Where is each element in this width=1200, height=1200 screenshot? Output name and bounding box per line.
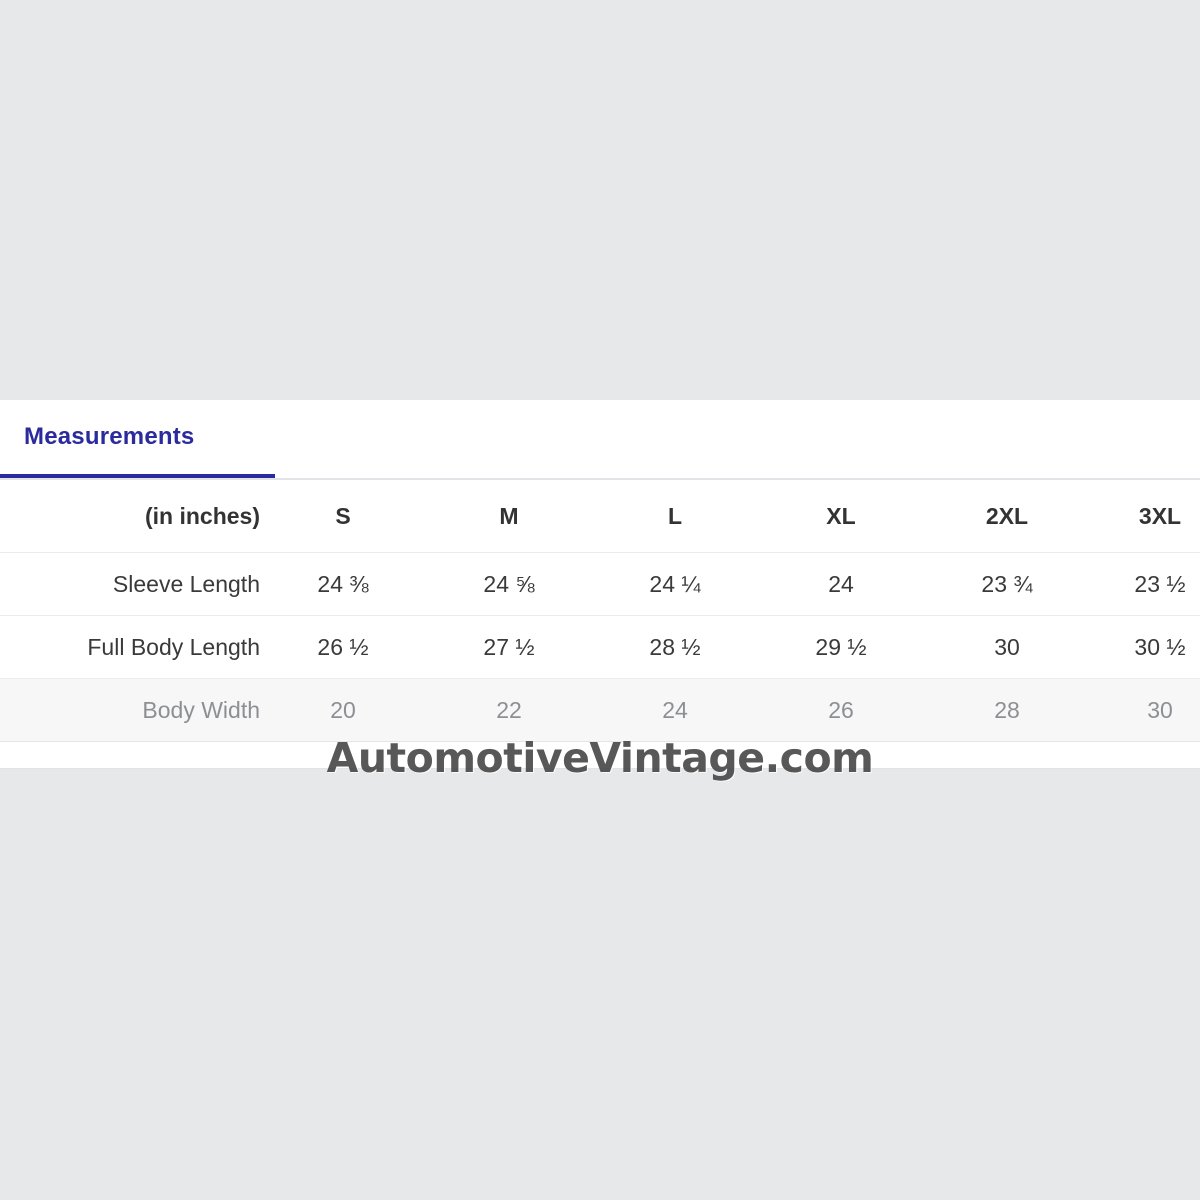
- cell-body-width-s: 20: [330, 696, 356, 723]
- cell-body-width-m: 22: [496, 696, 522, 723]
- cell-full-body-length-l: 28 ½: [649, 633, 701, 660]
- row-label-body-width: Body Width: [142, 696, 260, 723]
- table-row: [0, 616, 1200, 679]
- measurements-panel: [0, 400, 1200, 769]
- watermark: AutomotiveVintage.com: [326, 734, 874, 782]
- cell-sleeve-length-2xl: 23 ¾: [981, 570, 1033, 597]
- column-header-l: L: [592, 480, 758, 553]
- column-header-xl: XL: [758, 480, 924, 553]
- cell-body-width-3xl: 30: [1147, 696, 1173, 723]
- table-row: [0, 553, 1200, 616]
- column-header-m: M: [426, 480, 592, 553]
- table-header-row: [0, 480, 1200, 553]
- cell-full-body-length-m: 27 ½: [483, 633, 535, 660]
- row-label-sleeve-length: Sleeve Length: [112, 570, 260, 597]
- cell-body-width-l: 24: [662, 696, 688, 723]
- cell-sleeve-length-3xl: 23 ½: [1134, 570, 1186, 597]
- measurements-table: [0, 480, 1200, 742]
- column-header-s: S: [260, 480, 426, 553]
- tab-measurements[interactable]: [0, 400, 275, 478]
- cell-body-width-2xl: 28: [994, 696, 1020, 723]
- cell-full-body-length-xl: 29 ½: [815, 633, 867, 660]
- cell-sleeve-length-l: 24 ¼: [649, 570, 701, 597]
- column-header-3xl: 3XL: [1090, 480, 1200, 553]
- cell-sleeve-length-m: 24 ⅝: [483, 570, 535, 597]
- panel-footer-spacer: [0, 742, 1200, 769]
- column-header-units: (in inches): [0, 480, 260, 553]
- cell-sleeve-length-xl: 24: [828, 570, 854, 597]
- cell-full-body-length-3xl: 30 ½: [1134, 633, 1186, 660]
- cell-full-body-length-s: 26 ½: [317, 633, 369, 660]
- cell-sleeve-length-s: 24 ⅜: [317, 570, 369, 597]
- table-body: [0, 553, 1200, 742]
- cell-body-width-xl: 26: [828, 696, 854, 723]
- row-label-full-body-length: Full Body Length: [87, 633, 260, 660]
- tab-measurements-label: Measurements: [24, 423, 195, 450]
- cell-full-body-length-2xl: 30: [994, 633, 1020, 660]
- table-header: [0, 480, 1200, 553]
- column-header-2xl: 2XL: [924, 480, 1090, 553]
- tab-bar: [0, 400, 1200, 480]
- table-row: [0, 679, 1200, 742]
